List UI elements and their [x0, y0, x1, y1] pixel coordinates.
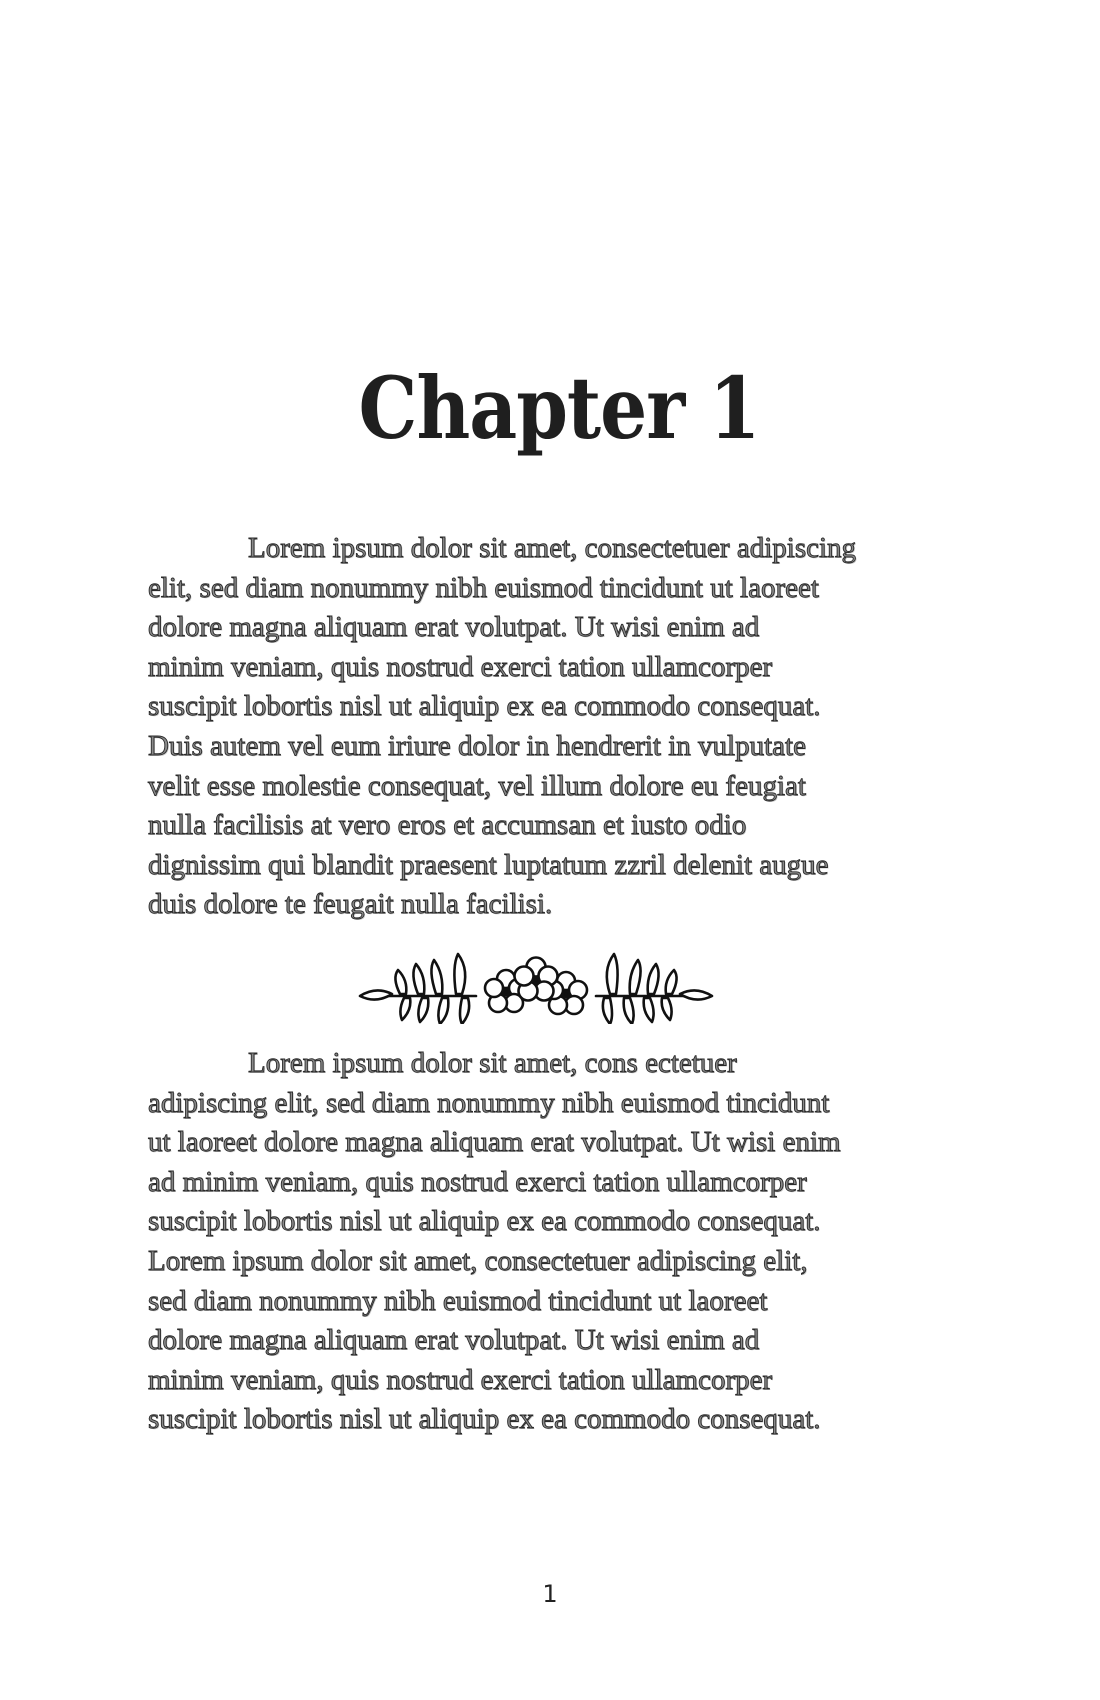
paragraph-line: suscipit lobortis nisl ut aliquip ex ea commodo consequat.: [148, 1205, 821, 1238]
paragraph-line: Lorem ipsum dolor sit amet, consectetuer adipiscing: [248, 532, 857, 564]
paragraph-line: suscipit lobortis nisl ut aliquip ex ea commodo consequat.: [148, 1403, 821, 1436]
chapter-title: Chapter 1: [358, 359, 760, 459]
paragraph-line: suscipit lobortis nisl ut aliquip ex ea commodo consequat.: [148, 690, 821, 723]
paragraph-line: sed diam nonummy nibh euismod tincidunt ut laoreet: [148, 1284, 768, 1317]
floral-divider-icon: [358, 948, 714, 1024]
paragraph-line: elit, sed diam nonummy nibh euismod tincidunt ut laoreet: [148, 571, 819, 604]
paragraph-line: adipiscing elit, sed diam nonummy nibh euismod tincidunt: [148, 1086, 830, 1119]
paragraph-line: nulla facilisis at vero eros et accumsan et iusto odio: [148, 809, 747, 842]
paragraph-line: velit esse molestie consequat, vel illum dolore eu feugiat: [148, 769, 806, 802]
paragraph-line: minim veniam, quis nostrud exerci tation ullamcorper: [148, 1363, 773, 1396]
paragraph-line: ad minim veniam, quis nostrud exerci tation ullamcorper: [148, 1165, 807, 1198]
paragraph-1: [148, 529, 978, 925]
page-number: 1: [542, 1580, 558, 1608]
paragraph-line: Duis autem vel eum iriure dolor in hendrerit in vulputate: [148, 729, 806, 762]
paragraph-line: dolore magna aliquam erat volutpat. Ut wisi enim ad: [148, 1324, 760, 1357]
paragraph-line: Lorem ipsum dolor sit amet, cons ectetuer: [248, 1047, 737, 1079]
paragraph-line: dolore magna aliquam erat volutpat. Ut wisi enim ad: [148, 611, 760, 644]
paragraph-line: dignissim qui blandit praesent luptatum zzril delenit augue: [148, 848, 829, 881]
paragraph-2: [148, 1044, 978, 1440]
paragraph-line: Lorem ipsum dolor sit amet, consectetuer adipiscing elit,: [148, 1244, 808, 1277]
paragraph-line: duis dolore te feugait nulla facilisi.: [148, 888, 553, 921]
paragraph-line: ut laoreet dolore magna aliquam erat volutpat. Ut wisi enim: [148, 1126, 841, 1159]
paragraph-line: minim veniam, quis nostrud exerci tation ullamcorper: [148, 650, 773, 683]
